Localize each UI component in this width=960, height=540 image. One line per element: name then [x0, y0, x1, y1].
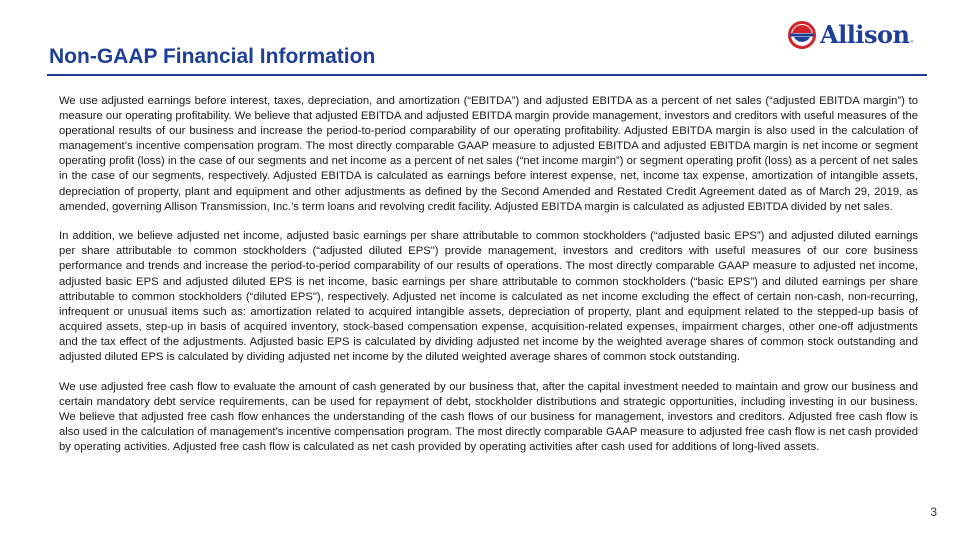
paragraph-free-cash-flow: We use adjusted free cash flow to evaluate the amount of cash generated by our business that, after the capital investment needed to maintain and grow our business and certain mandatory debt service requirements, can be used for repayment of debt, stockholder distributions and strategic opportunities, including investing in our business. We believe that adjusted free cash flow enhances the understanding of the cash flows of our business for management, investors and creditors. Adjusted free cash flow is also used in the calculation of management’s incentive compensation program. The most directly comparable GAAP measure to adjusted free cash flow is net cash provided by operating activities. Adjusted free cash flow is calculated as net cash provided by operating activities after cash used for additions of long-lived assets.	[59, 380, 918, 453]
paragraph-ebitda: We use adjusted earnings before interest, taxes, depreciation, and amortization (“EBITDA”) and adjusted EBITDA as a percent of net sales (“adjusted EBITDA margin”) to measure our operating profitability. We believe that adjusted EBITDA and adjusted EBITDA margin provide management, investors and creditors with useful measures of the operational results of our business and increase the period-to-period comparability of our operating profitability. Adjusted EBITDA margin is also used in the calculation of management’s incentive compensation program. The most directly comparable GAAP measure to adjusted EBITDA and adjusted EBITDA margin is net income or segment operating profit (loss) in the case of our segments and net income as a percent of net sales (“net income margin”) or segment operating profit (loss) as a percent of net sales in the case of our segments, respectively. Adjusted EBITDA is calculated as earnings before interest expense, net, income tax expense, amortization of intangible assets, depreciation of property, plant and equipment and other adjustments as defined by the Second Amended and Restated Credit Agreement dated as of March 29, 2019, as amended, governing Allison Transmission, Inc.’s term loans and revolving credit facility. Adjusted EBITDA margin is calculated as adjusted EBITDA divided by net sales.	[59, 95, 918, 213]
logo-wordmark: Allison	[820, 20, 910, 49]
paragraph-adjusted-net-income: In addition, we believe adjusted net income, adjusted basic earnings per share attributable to common stockholders (“adjusted basic EPS”) and adjusted diluted earnings per share attributable to common stockholders (“adjusted diluted EPS") provide management, investors and creditors with useful measures of our core business performance and trends and increase the period-to-period comparability of our results of operations. The most directly comparable GAAP measure to adjusted net income, adjusted basic EPS and adjusted diluted EPS is net income, basic earnings per share attributable to common stockholders (“basic EPS”) and diluted earnings per share attributable to common stockholders (“diluted EPS"), respectively. Adjusted net income is calculated as net income excluding the effect of certain non-cash, non-recurring, infrequent or unusual items such as: amortization related to acquired intangible assets, depreciation of property, plant and equipment related to the stepped-up basis of acquired assets, step-up in basis of acquired inventory, stock-based compensation expense, acquisition-related expenses, impairment charges, other one-off adjustments and the tax effect of the adjustments. Adjusted basic EPS is calculated by dividing adjusted net income by the weighted average shares of common stock outstanding and adjusted diluted EPS is calculated by dividing adjusted net income by the diluted weighted average shares of common stock outstanding.	[59, 230, 918, 363]
title-divider	[47, 74, 927, 76]
logo-trademark: ®	[910, 39, 914, 44]
allison-logo	[788, 20, 913, 50]
body-text	[59, 94, 918, 470]
page-number: 3	[930, 505, 937, 519]
page-title: Non-GAAP Financial Information	[49, 45, 376, 68]
allison-emblem-icon	[788, 21, 816, 49]
